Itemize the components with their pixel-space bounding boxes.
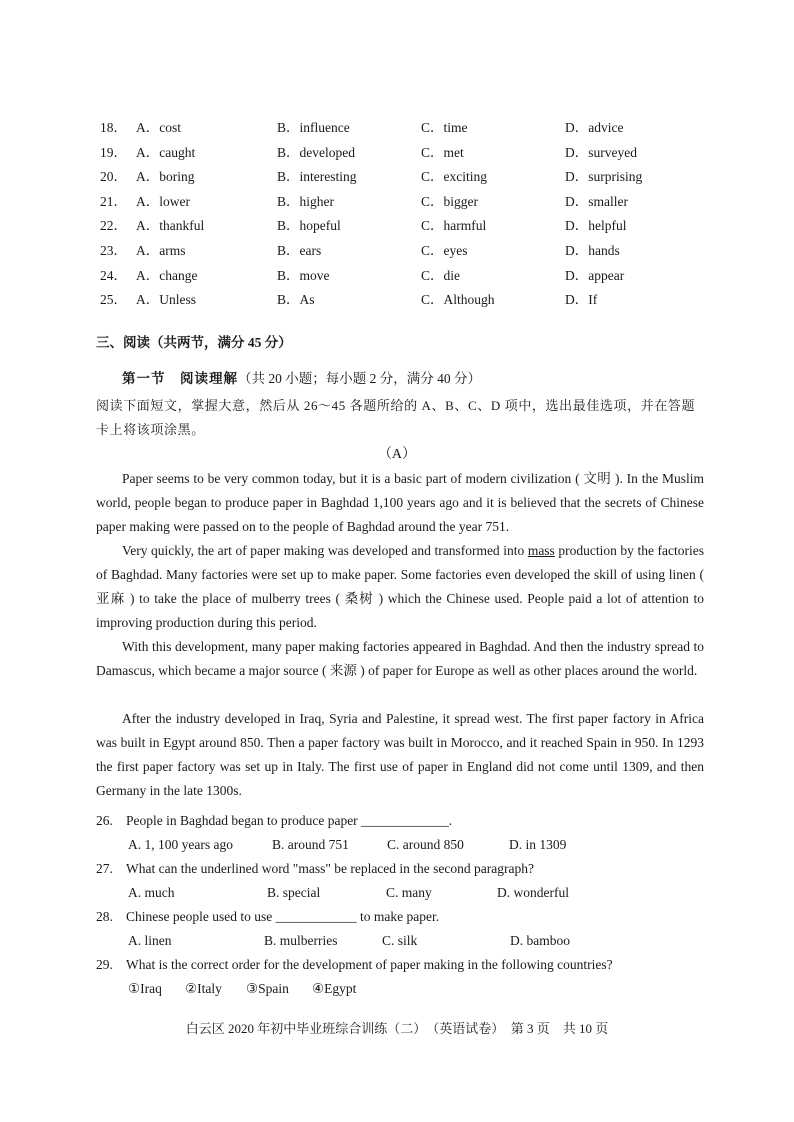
option-b: B. mulberries [264,933,338,948]
question-28 [0,906,794,928]
passage-paragraph-1: Paper seems to be very common today, but it is a basic part of modern civilization ( 文明 ). In the Muslim world, people began to produce paper in Baghdad 1,100 years ago and it is believed that the secrets of Chinese paper making were passed on to the people of Baghdad around the year 751. [96,471,704,534]
option-c: C. silk [382,933,418,948]
option-d: D．surveyed [565,145,637,160]
option-a: A．thankful [136,218,205,233]
option-d: D．helpful [565,218,627,233]
option-d: D．hands [565,243,620,258]
question-number: 20． [100,169,127,184]
option-d: D．smaller [565,194,628,209]
question-number: 26. [96,813,113,828]
option-d: D. in 1309 [509,837,567,852]
option-c: C．bigger [421,194,478,209]
choice-row-22 [0,216,794,236]
country-italy: ②Italy [185,981,222,996]
option-b: B．ears [277,243,322,258]
option-d: D．If [565,292,598,307]
option-b: B．developed [277,145,355,160]
option-d: D．advice [565,120,624,135]
question-number: 19． [100,145,127,160]
underlined-word: mass [527,543,555,558]
option-c: C．Although [421,292,495,307]
country-iraq: ①Iraq [128,981,162,996]
option-c: C．die [421,268,460,283]
question-29-options [0,978,794,1000]
question-number: 29. [96,957,113,972]
option-b: B．influence [277,120,350,135]
choice-row-18 [0,118,794,138]
choice-row-25 [0,290,794,310]
option-a: A. linen [128,933,172,948]
choice-row-24 [0,266,794,286]
question-number: 27. [96,861,113,876]
option-c: C. around 850 [387,837,464,852]
paragraph-2-end: production by the factories of Baghdad. Many factories were set up to make paper. Some factories even developed the skill of using linen ( 亚麻 ) to take the place of mulberry trees ( 桑树 ) which the Chinese used. People paid a lot of attention to improving production during this period. [96,543,704,630]
option-a: A. 1, 100 years ago [128,837,233,852]
choice-row-19 [0,143,794,163]
question-text: What can the underlined word "mass" be replaced in the second paragraph? [126,861,534,876]
option-a: A．change [136,268,198,283]
choice-row-21 [0,192,794,212]
question-26 [0,810,794,832]
question-number: 21． [100,194,127,209]
option-b: B．higher [277,194,334,209]
option-d: D. wonderful [497,885,569,900]
paragraph-2-start: Very quickly, the art of paper making was developed and transformed into [122,543,528,558]
question-26-options [0,834,794,856]
question-text: Chinese people used to use ____________ to make paper. [126,909,440,924]
part-title-note: （共 20 小题；每小题 2 分，满分 40 分） [238,371,481,386]
choice-row-23 [0,241,794,261]
option-a: A．boring [136,169,195,184]
option-d: D．appear [565,268,625,283]
option-c: C. many [386,885,432,900]
option-a: A. much [128,885,175,900]
reading-instruction: 阅读下面短文，掌握大意，然后从 26～45 各题所给的 A、B、C、D 项中，选出最佳选项，并在答题卡上将该项涂黑。 [96,398,696,437]
option-c: C．harmful [421,218,487,233]
question-28-options [0,930,794,952]
option-b: B. around 751 [272,837,349,852]
question-number: 22． [100,218,127,233]
part-title [122,367,481,387]
page-footer: 白云区 2020 年初中毕业班综合训练（二） （英语试卷） 第 3 页 共 10 页 [185,1021,609,1036]
section-title: 三、阅读（共两节，满分 45 分） [96,335,292,350]
passage-paragraph-4: After the industry developed in Iraq, Syria and Palestine, it spread west. The first paper factory in Africa was built in Egypt around 850. Then a paper factory was built in Morocco, and it reached Spain in 950. In 1293 the first paper factory was set up in Italy. The first use of paper in England did not come until 1309, and then Germany in the late 1300s. [96,711,704,798]
option-b: B．As [277,292,315,307]
option-b: B．hopeful [277,218,341,233]
question-text: What is the correct order for the development of paper making in the following countries? [126,957,613,972]
question-27-options [0,882,794,904]
option-c: C．exciting [421,169,487,184]
question-text: People in Baghdad began to produce paper _____________. [126,813,453,828]
question-number: 28. [96,909,113,924]
option-b: B. special [267,885,321,900]
option-b: B．interesting [277,169,357,184]
option-a: A．caught [136,145,196,160]
part-title-label: 第一节 阅读理解 [122,371,238,386]
option-c: C．met [421,145,464,160]
option-d: D．surprising [565,169,643,184]
question-number: 18． [100,120,127,135]
passage-label: （A） [377,447,417,462]
option-d: D. bamboo [510,933,570,948]
question-number: 24． [100,268,127,283]
option-b: B．move [277,268,330,283]
option-c: C．time [421,120,468,135]
passage-paragraph-2 [96,539,704,635]
option-a: A．arms [136,243,186,258]
question-27 [0,858,794,880]
country-egypt: ④Egypt [312,981,357,996]
option-c: C．eyes [421,243,468,258]
option-a: A．lower [136,194,190,209]
option-a: A．cost [136,120,181,135]
passage-paragraph-3: With this development, many paper making factories appeared in Baghdad. And then the industry spread to Damascus, which became a major source ( 来源 ) of paper for Europe as well as other places around the world. [96,639,704,678]
option-a: A．Unless [136,292,196,307]
question-number: 25． [100,292,127,307]
question-29 [0,954,794,976]
question-number: 23． [100,243,127,258]
country-spain: ③Spain [246,981,289,996]
choice-row-20 [0,167,794,187]
